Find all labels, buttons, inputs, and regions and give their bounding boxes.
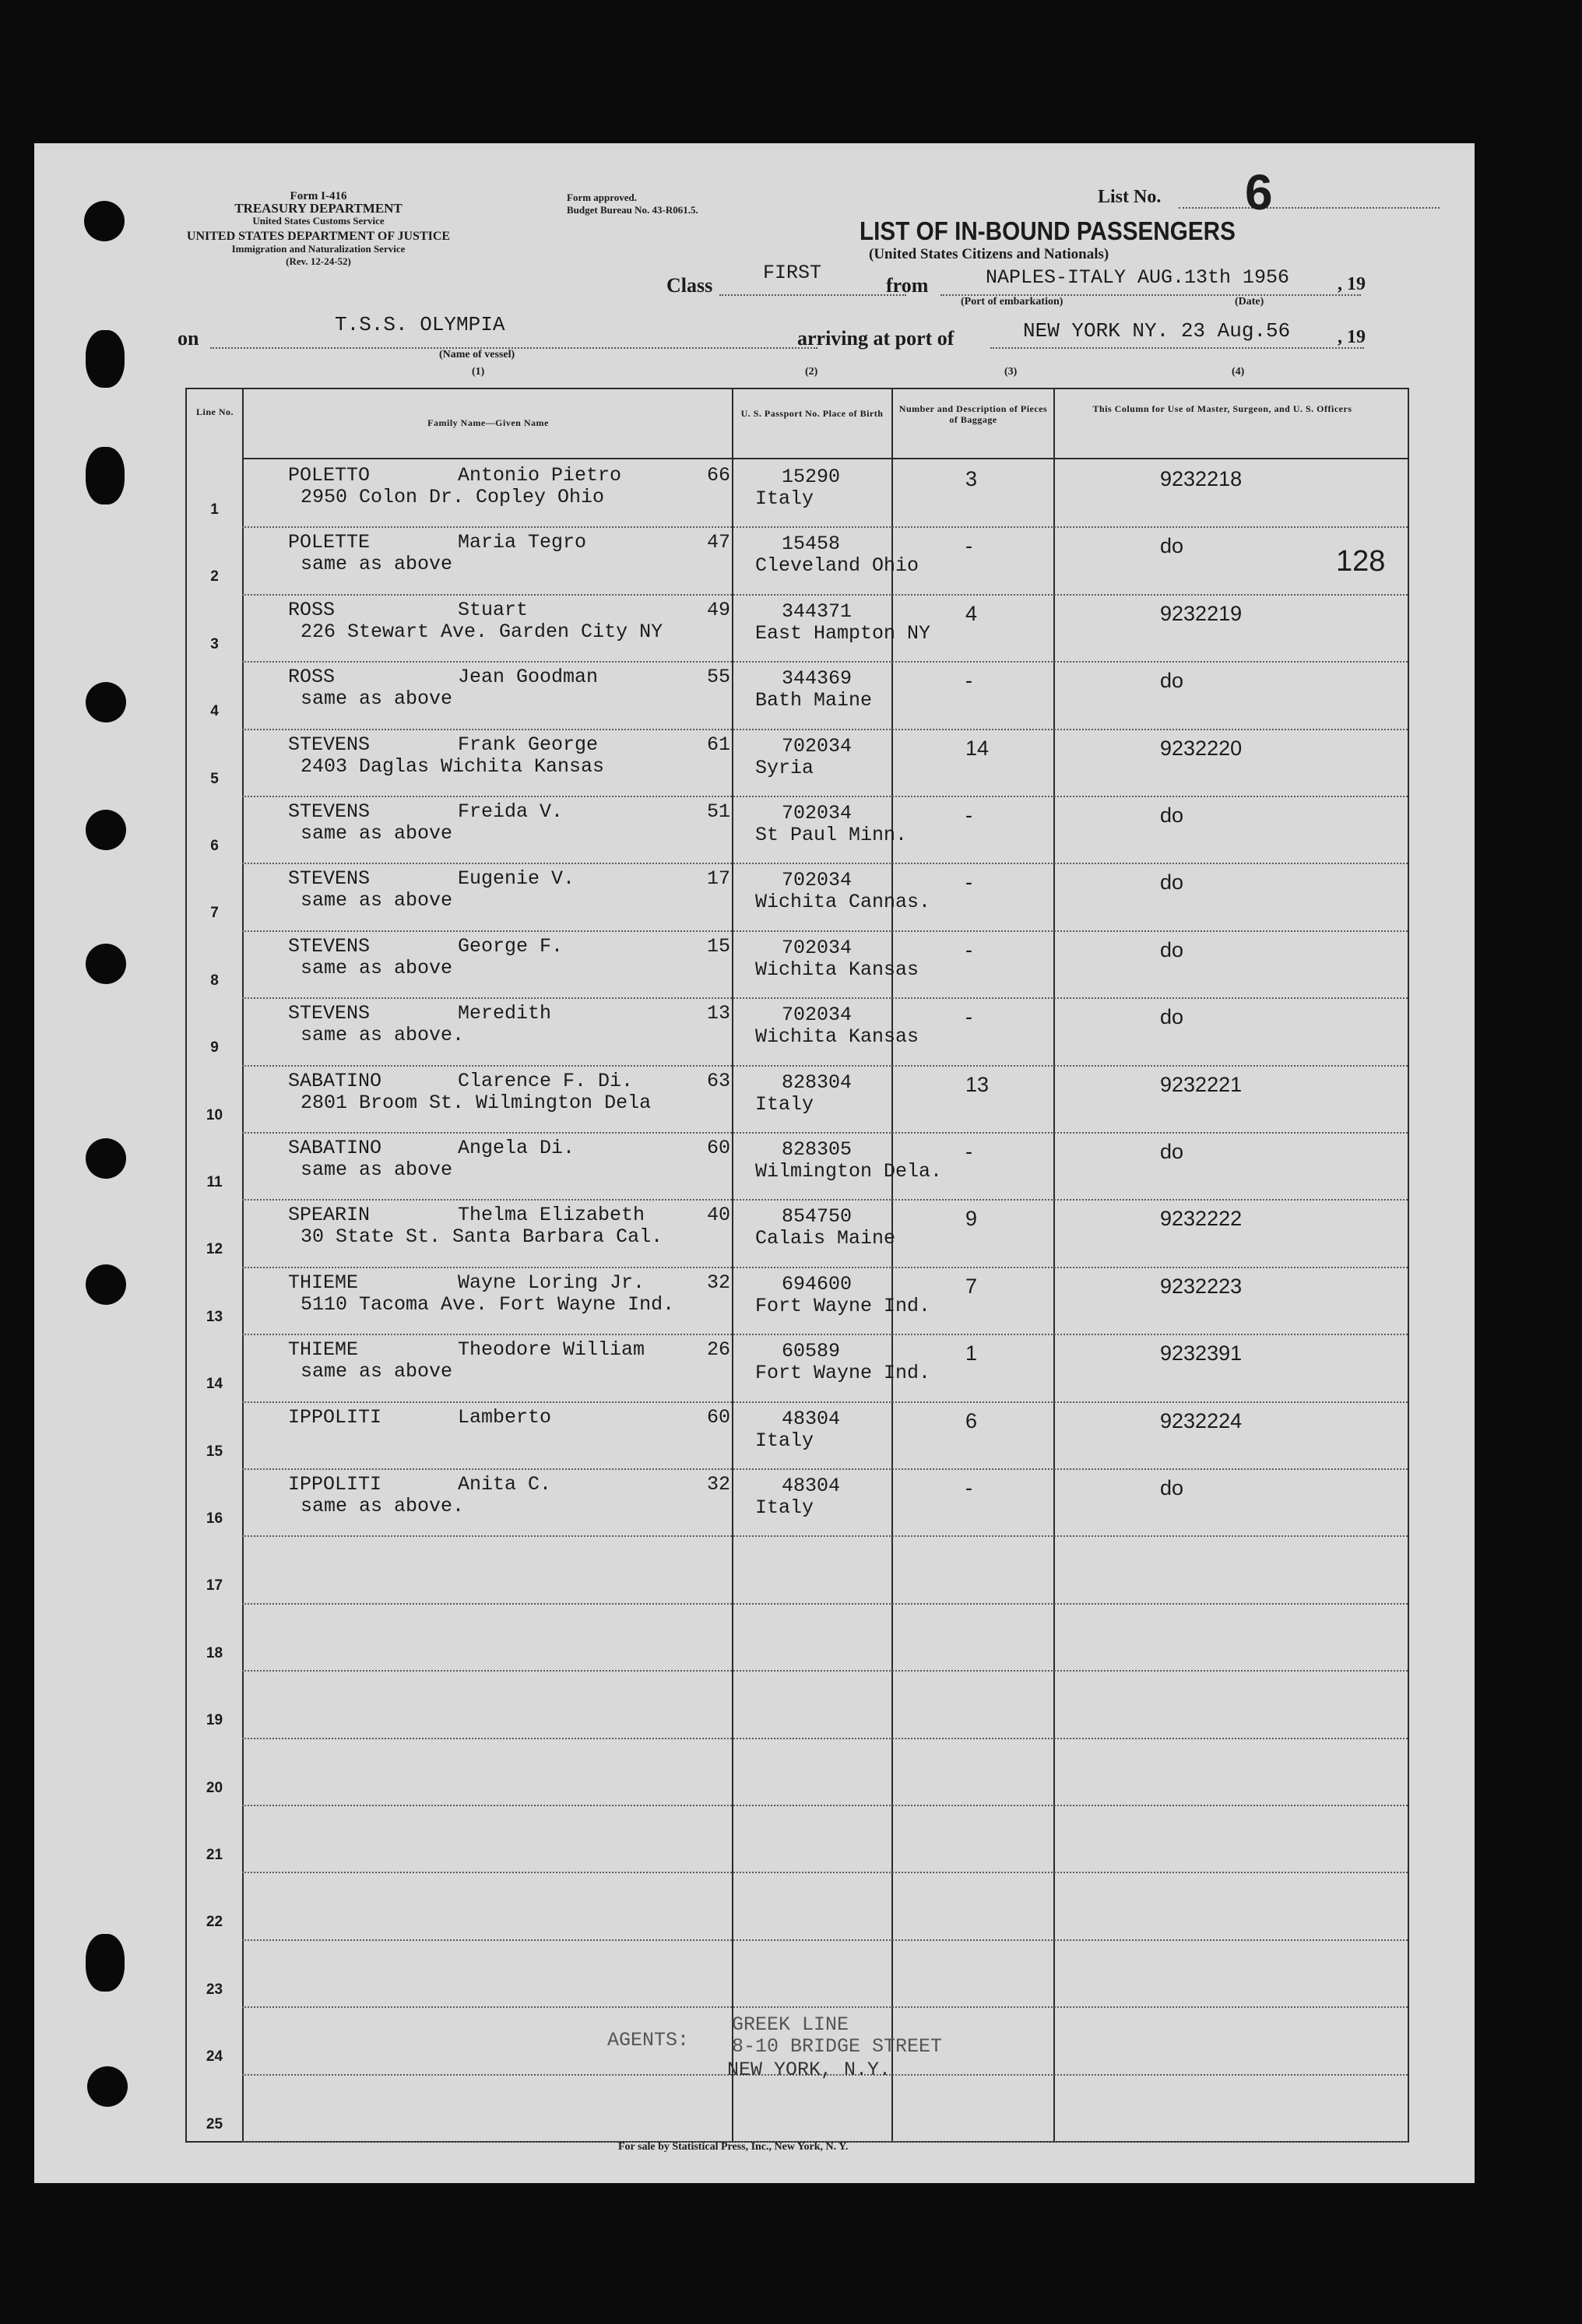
line-number: 23 [206, 1981, 223, 1998]
row-divider [242, 1199, 1408, 1201]
budget-bureau: Budget Bureau No. 43-R061.5. [567, 204, 698, 216]
line-number: 10 [206, 1106, 223, 1123]
agents-line1: GREEK LINE [732, 2013, 849, 2036]
family-name: ROSS [288, 598, 336, 621]
address: 2801 Broom St. Wilmington Dela [301, 1091, 652, 1114]
line-number: 21 [206, 1847, 223, 1863]
passport-number: 344369 [782, 667, 853, 691]
port-caption: (Port of embarkation) [961, 296, 1063, 308]
col-divider [1053, 389, 1055, 2141]
col-divider [732, 389, 733, 2141]
list-title: LIST OF IN-BOUND PASSENGERS [860, 216, 1236, 245]
passport-number: 694600 [782, 1272, 853, 1296]
line-number: 14 [206, 1376, 223, 1393]
age: 51 [707, 800, 731, 823]
baggage-count: - [965, 1005, 972, 1029]
binder-hole [86, 1138, 126, 1179]
line-number: 20 [206, 1779, 223, 1796]
arriving-line [990, 347, 1364, 349]
line-number: 7 [210, 905, 219, 922]
vessel-caption: (Name of vessel) [439, 349, 515, 360]
line-number: 22 [206, 1914, 223, 1931]
family-name: SABATINO [288, 1137, 382, 1159]
officer-number: 9232222 [1160, 1207, 1243, 1231]
line-number: 4 [210, 703, 219, 720]
row-divider [242, 930, 1408, 932]
baggage-count: 13 [965, 1072, 990, 1096]
row-divider [242, 1132, 1408, 1134]
line-number: 24 [206, 2048, 223, 2066]
row-divider [242, 729, 1408, 730]
place-of-birth: Wichita Kansas [755, 1025, 919, 1049]
address: same as above [301, 1158, 453, 1181]
passport-number: 702034 [782, 802, 853, 824]
officer-number: 9232221 [1160, 1072, 1243, 1096]
age: 63 [707, 1069, 731, 1092]
given-name: George F. [458, 934, 564, 958]
officer-number: 9232224 [1160, 1408, 1243, 1433]
given-name: Freida V. [458, 800, 564, 823]
family-name: SABATINO [288, 1069, 382, 1092]
place-of-birth: St Paul Minn. [755, 824, 908, 846]
officer-number: do [1160, 1140, 1184, 1163]
address: same as above [301, 687, 453, 711]
age: 60 [707, 1137, 731, 1159]
agents-line2: 8-10 BRIDGE STREET [732, 2035, 943, 2058]
agents-line3: NEW YORK, N.Y. [727, 2059, 891, 2081]
row-divider [242, 1872, 1408, 1873]
place-of-birth: Bath Maine [755, 689, 873, 712]
line-number: 18 [206, 1644, 223, 1661]
row-divider [242, 1468, 1408, 1470]
binder-hole [84, 201, 125, 241]
place-of-birth: Wichita Cannas. [755, 891, 931, 914]
passport-number: 854750 [782, 1205, 853, 1229]
form-id-block [182, 190, 455, 268]
class-line [719, 294, 906, 296]
col-num-4: (4) [1232, 366, 1245, 378]
manifest-sheet [34, 143, 1475, 2183]
baggage-count: - [965, 534, 972, 558]
age: 26 [707, 1338, 731, 1362]
given-name: Anita C. [458, 1473, 552, 1496]
address: same as above [301, 889, 453, 912]
line-number: 13 [206, 1308, 223, 1325]
given-name: Thelma Elizabeth [458, 1204, 645, 1227]
binder-hole [86, 1934, 125, 1992]
line-number: 1 [210, 501, 219, 518]
passport-number: 48304 [782, 1475, 841, 1497]
officer-number: do [1160, 803, 1184, 827]
officer-number: do [1160, 870, 1184, 895]
form-approved-block [567, 192, 698, 216]
passport-number: 702034 [782, 936, 853, 959]
baggage-count: 4 [965, 601, 978, 625]
age: 15 [707, 934, 731, 958]
officer-number: do [1160, 1005, 1184, 1029]
family-name: SPEARIN [288, 1204, 371, 1227]
given-name: Maria Tegro [458, 531, 587, 554]
address: same as above. [301, 1024, 465, 1047]
row-divider [242, 863, 1408, 864]
vessel-value: T.S.S. OLYMPIA [335, 313, 505, 336]
place-of-birth: Italy [755, 487, 814, 510]
place-of-birth: Fort Wayne Ind. [755, 1362, 931, 1385]
row-divider [242, 1738, 1408, 1739]
passport-number: 702034 [782, 734, 853, 758]
given-name: Eugenie V. [458, 867, 575, 891]
binder-hole [86, 944, 126, 984]
address: same as above [301, 1360, 453, 1384]
binder-hole [86, 810, 126, 850]
arriving-value: NEW YORK NY. 23 Aug.56 [1023, 319, 1291, 343]
family-name: STEVENS [288, 867, 371, 891]
col-num-2: (2) [805, 366, 818, 378]
line-number: 12 [206, 1241, 223, 1258]
passport-number: 344371 [782, 599, 853, 623]
age: 32 [707, 1271, 731, 1294]
treasury-dept: TREASURY DEPARTMENT [234, 201, 403, 216]
line-number: 15 [206, 1443, 223, 1460]
col-divider [242, 389, 244, 2141]
age: 17 [707, 867, 731, 891]
line-number: 19 [206, 1712, 223, 1729]
passport-number: 828305 [782, 1138, 853, 1161]
address: 5110 Tacoma Ave. Fort Wayne Ind. [301, 1292, 675, 1316]
address: same as above [301, 822, 453, 845]
line-number: 5 [210, 770, 219, 787]
row-divider [242, 1267, 1408, 1268]
family-name: STEVENS [288, 733, 371, 756]
address: 2950 Colon Dr. Copley Ohio [301, 486, 605, 508]
from-year: , 19 [1338, 274, 1366, 294]
place-of-birth: Italy [755, 1496, 814, 1519]
age: 47 [707, 531, 731, 554]
col-head-name: Family Name—Given Name [427, 417, 549, 428]
family-name: IPPOLITI [288, 1405, 382, 1429]
age: 40 [707, 1204, 731, 1227]
passport-number: 48304 [782, 1407, 841, 1430]
line-number: 11 [206, 1174, 223, 1190]
binder-hole [86, 330, 125, 388]
class-value: FIRST [763, 262, 822, 284]
address: 226 Stewart Ave. Garden City NY [301, 620, 663, 643]
given-name: Antonio Pietro [458, 464, 622, 487]
given-name: Frank George [458, 733, 599, 756]
place-of-birth: Syria [755, 756, 814, 779]
age: 66 [707, 464, 731, 487]
given-name: Theodore William [458, 1338, 645, 1362]
place-of-birth: Cleveland Ohio [755, 554, 919, 578]
line-number: 9 [210, 1039, 219, 1057]
list-no-value: 6 [1245, 164, 1273, 220]
row-divider [242, 1670, 1408, 1672]
given-name: Stuart [458, 598, 529, 621]
passport-number: 15458 [782, 533, 841, 556]
age: 13 [707, 1002, 731, 1025]
officer-number: 9232223 [1160, 1274, 1243, 1298]
binder-hole [87, 2066, 128, 2107]
place-of-birth: Fort Wayne Ind. [755, 1294, 931, 1317]
family-name: IPPOLITI [288, 1473, 382, 1496]
officer-number: do [1160, 1476, 1184, 1500]
baggage-count: 14 [965, 736, 990, 760]
binder-hole [86, 1264, 126, 1305]
list-subtitle: (United States Citizens and Nationals) [869, 246, 1109, 262]
baggage-count: 3 [965, 467, 978, 490]
given-name: Meredith [458, 1002, 552, 1025]
ins-service: Immigration and Naturalization Service [231, 243, 406, 255]
passport-number: 702034 [782, 1004, 853, 1027]
given-name: Jean Goodman [458, 666, 599, 689]
list-no-line [1179, 207, 1440, 209]
place-of-birth: Italy [755, 1429, 814, 1452]
agents-label: AGENTS: [607, 2029, 690, 2052]
baggage-count: - [965, 870, 972, 895]
line-number: 3 [210, 635, 219, 652]
line-number: 25 [206, 2115, 223, 2132]
age: 32 [707, 1473, 731, 1496]
line-number: 6 [210, 838, 219, 854]
officer-number: do [1160, 937, 1184, 962]
address: same as above [301, 956, 453, 979]
row-divider [242, 1805, 1408, 1806]
customs-service: United States Customs Service [252, 215, 385, 227]
officer-number: 9232391 [1160, 1341, 1243, 1366]
row-divider [242, 1334, 1408, 1335]
baggage-count: - [965, 1476, 972, 1500]
row-divider [242, 1939, 1408, 1941]
place-of-birth: Wichita Kansas [755, 958, 919, 981]
form-revision: (Rev. 12-24-52) [286, 255, 351, 267]
family-name: ROSS [288, 666, 336, 689]
row-divider [242, 2006, 1408, 2008]
header-divider [242, 458, 1408, 459]
baggage-count: - [965, 1140, 972, 1163]
baggage-count: - [965, 803, 972, 827]
class-label: Class [666, 274, 713, 297]
given-name: Wayne Loring Jr. [458, 1271, 645, 1294]
family-name: THIEME [288, 1271, 359, 1294]
footer-note: For sale by Statistical Press, Inc., New York, N. Y. [618, 2141, 849, 2153]
passport-number: 828304 [782, 1071, 853, 1094]
date-caption: (Date) [1235, 296, 1264, 308]
col-head-passport: U. S. Passport No. Place of Birth [740, 408, 884, 419]
col-head-line-no: Line No. [195, 406, 234, 417]
place-of-birth: Calais Maine [755, 1227, 896, 1250]
baggage-count: 1 [965, 1341, 978, 1366]
place-of-birth: East Hampton NY [755, 621, 931, 645]
place-of-birth: Italy [755, 1092, 814, 1116]
arriving-label: arriving at port of [797, 327, 954, 350]
family-name: THIEME [288, 1338, 359, 1362]
family-name: POLETTO [288, 464, 371, 487]
line-number: 8 [210, 972, 219, 989]
family-name: STEVENS [288, 1002, 371, 1025]
baggage-count: - [965, 669, 972, 693]
row-divider [242, 1535, 1408, 1537]
row-divider [242, 1065, 1408, 1067]
passport-number: 60589 [782, 1340, 841, 1363]
line-number: 17 [206, 1577, 223, 1594]
address: same as above [301, 553, 453, 576]
col-divider [891, 389, 893, 2141]
binder-hole [86, 682, 126, 723]
age: 49 [707, 598, 731, 621]
col-num-1: (1) [472, 366, 485, 378]
passenger-table [185, 388, 1409, 2143]
family-name: STEVENS [288, 934, 371, 958]
given-name: Lamberto [458, 1405, 552, 1429]
line-number: 16 [206, 1510, 223, 1527]
col-head-baggage: Number and Description of Pieces of Baggage [898, 403, 1048, 425]
row-divider [242, 796, 1408, 797]
col-head-officers: This Column for Use of Master, Surgeon, and U. S. Officers [1092, 403, 1352, 414]
officer-number: 9232219 [1160, 601, 1243, 625]
from-label: from [886, 274, 929, 297]
binder-hole [86, 447, 125, 505]
row-divider [242, 1401, 1408, 1403]
address: 30 State St. Santa Barbara Cal. [301, 1225, 663, 1249]
row-divider [242, 997, 1408, 999]
list-no-label: List No. [1098, 187, 1162, 207]
passport-number: 702034 [782, 869, 853, 892]
baggage-count: - [965, 937, 972, 962]
form-approved: Form approved. [567, 192, 638, 203]
passport-number: 15290 [782, 466, 841, 488]
row-divider [242, 1603, 1408, 1605]
address: same as above. [301, 1495, 465, 1517]
margin-note: 128 [1336, 545, 1386, 578]
age: 61 [707, 733, 731, 756]
arriving-year: , 19 [1338, 327, 1366, 347]
age: 55 [707, 666, 731, 689]
row-divider [242, 594, 1408, 596]
age: 60 [707, 1405, 731, 1429]
justice-dept: UNITED STATES DEPARTMENT OF JUSTICE [186, 230, 451, 243]
officer-number: 9232218 [1160, 467, 1243, 490]
given-name: Angela Di. [458, 1137, 575, 1159]
officer-number: 9232220 [1160, 736, 1243, 760]
given-name: Clarence F. Di. [458, 1069, 634, 1092]
from-value: NAPLES-ITALY AUG.13th 1956 [986, 266, 1290, 289]
on-label: on [178, 327, 199, 350]
place-of-birth: Wilmington Dela. [755, 1160, 943, 1183]
line-number: 2 [210, 568, 219, 585]
col-num-3: (3) [1004, 366, 1018, 378]
family-name: POLETTE [288, 531, 371, 554]
form-number: Form I-416 [290, 190, 347, 202]
officer-number: do [1160, 669, 1184, 693]
baggage-count: 9 [965, 1207, 978, 1231]
officer-number: do [1160, 534, 1184, 558]
baggage-count: 7 [965, 1274, 978, 1298]
row-divider [242, 526, 1408, 528]
baggage-count: 6 [965, 1408, 978, 1433]
row-divider [242, 661, 1408, 663]
family-name: STEVENS [288, 800, 371, 823]
address: 2403 Daglas Wichita Kansas [301, 754, 605, 778]
